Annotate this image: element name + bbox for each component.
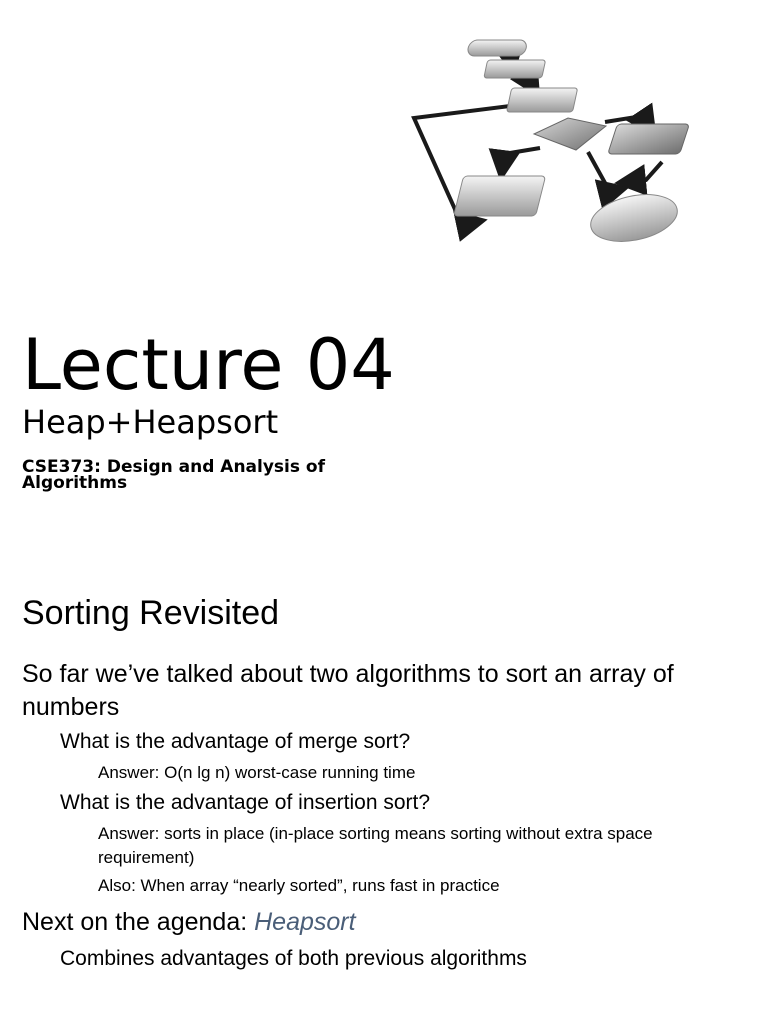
insertion-sort-question: What is the advantage of insertion sort? bbox=[60, 791, 431, 814]
flowchart-box-branch-right bbox=[608, 124, 690, 154]
flowchart-box-start bbox=[466, 40, 527, 56]
course-name: CSE373: Design and Analysis of Algorithms bbox=[22, 457, 325, 493]
flowchart-box-branch-left bbox=[454, 176, 546, 216]
flowchart-box-step-2 bbox=[507, 88, 578, 112]
merge-sort-answer: Answer: O(n lg n) worst-case running time bbox=[98, 763, 416, 782]
lecture-title: Lecture 04 bbox=[22, 324, 395, 406]
flowchart-decision-diamond bbox=[534, 118, 606, 150]
agenda-bullet bbox=[22, 906, 752, 939]
insertion-sort-note: Also: When array “nearly sorted”, runs fast in practice bbox=[98, 876, 500, 895]
merge-sort-question: What is the advantage of merge sort? bbox=[60, 730, 411, 753]
agenda-heapsort: Heapsort bbox=[254, 908, 356, 936]
flowchart-box-end bbox=[586, 187, 681, 248]
intro-bullet: So far we’ve talked about two algorithms to sort an array of numbers bbox=[22, 660, 674, 721]
insertion-sort-answer: Answer: sorts in place (in-place sorting means sorting without extra space requirement) bbox=[98, 824, 653, 867]
flowchart-box-step-1 bbox=[484, 60, 546, 78]
slide-heading: Sorting Revisited bbox=[22, 594, 280, 632]
agenda-prefix: Next on the agenda: bbox=[22, 908, 255, 936]
flowchart-illustration bbox=[400, 30, 720, 260]
agenda-detail: Combines advantages of both previous algorithms bbox=[60, 947, 527, 970]
lecture-subtitle: Heap+Heapsort bbox=[22, 403, 279, 441]
